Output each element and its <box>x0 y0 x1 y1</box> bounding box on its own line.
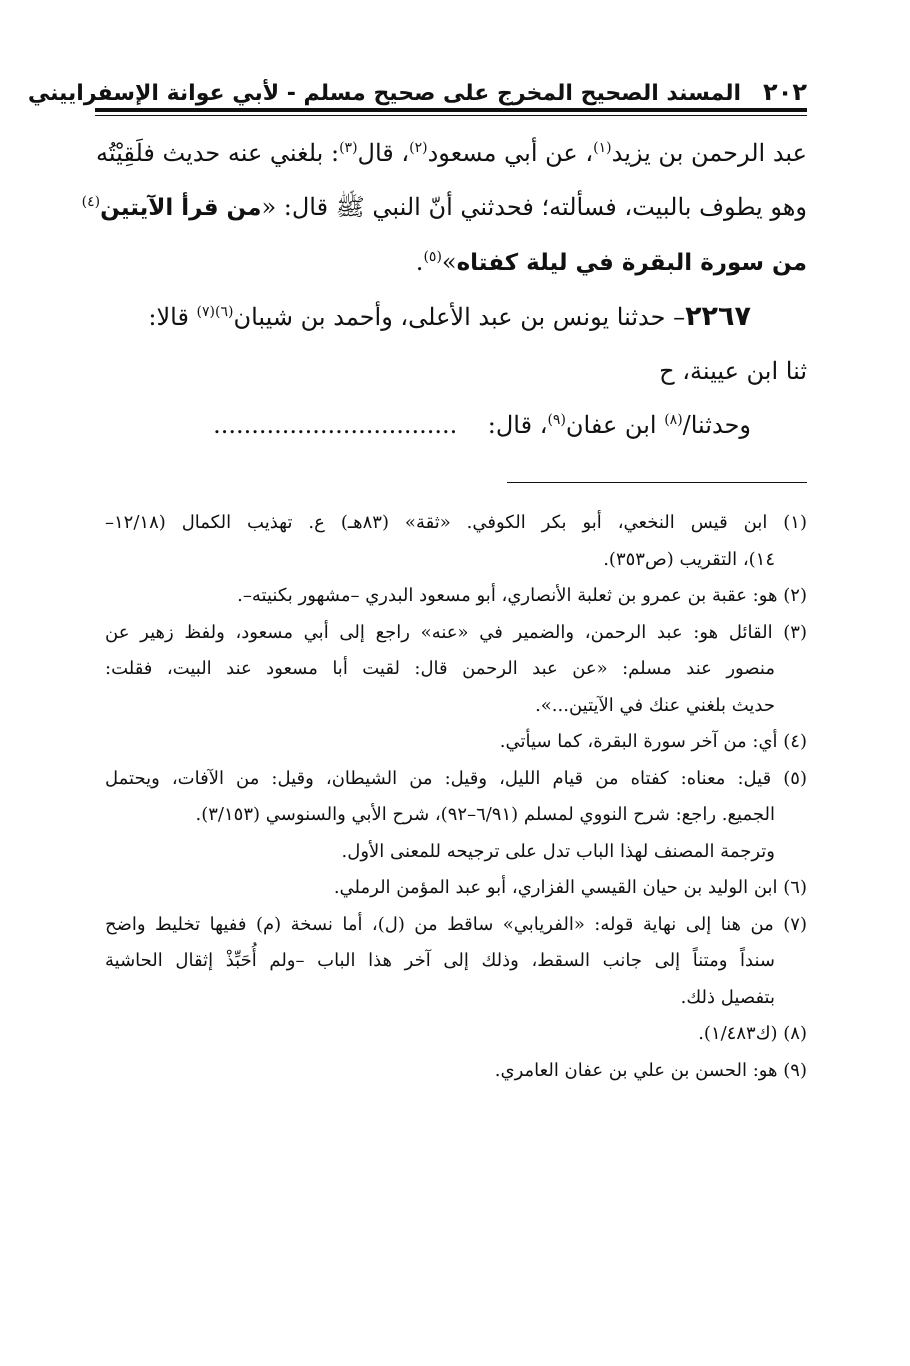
hadith-number: ٢٢٦٧ <box>685 301 751 332</box>
footnote-ref-2: (٢) <box>409 140 428 156</box>
footnote-2: (٢) هو: عقبة بن عمرو بن ثعلبة الأنصاري، أبو مسعود البدري –مشهور بكنيته–. <box>237 585 807 606</box>
text-line-1: عبد الرحمن بن يزيد$^{(١)}$، عن أبي مسعود$^{(٢)}$، قال$^{(٣)}$: بلغني عنه حديث فلَقِيْتُه <box>95 139 807 167</box>
footnote-ref-3: (٣) <box>339 140 358 156</box>
footnote-ref-1: (١) <box>593 140 612 156</box>
footnote-6: (٦) ابن الوليد بن حيان القيسي الفزاري، أبو عبد المؤمن الرملي. <box>333 877 807 898</box>
footnote-ref-6: (٦) <box>215 304 234 320</box>
hadith-quote-start: من قرأ الآيتين <box>100 195 262 221</box>
text-line-5: ثنا ابن عيينة، ح <box>659 357 807 385</box>
text-line-6: وحدثنا/$^{(٨)}$ ابن عفان$^{(٩)}$، قال: ................................ <box>213 411 751 439</box>
footnotes <box>105 505 807 1089</box>
running-title: المسند الصحيح المخرج على صحيح مسلم - لأبي عوانة الإسفراييني <box>27 81 742 106</box>
hadith-quote-end: من سورة البقرة في ليلة كفتاه <box>456 250 807 276</box>
footnote-ref-5: (٥) <box>423 249 442 265</box>
footnote-3: (٣) القائل هو: عبد الرحمن، والضمير في «عنه» راجع إلى أبي مسعود، ولفظ زهير عن منصور عند مسلم: «عن عبد الرحمن قال: لقيت أبا مسعود عند البيت، فقلت: حديث بلغني عنك في الآيتين...». <box>105 621 807 716</box>
footnote-separator <box>507 482 807 483</box>
footnote-1: (١) ابن قيس النخعي، أبو بكر الكوفي. «ثقة» (٨٣هـ) ع. تهذيب الكمال (١٢/١٨– ١٤)، التقريب (ص٣٥٣). <box>105 512 807 570</box>
footnote-ref-8: (٨) <box>664 412 683 428</box>
text-line-2: وهو يطوف بالبيت، فسألته؛ فحدثني أنّ النبي ﷺ قال: «من قرأ الآيتين$^{(٤)}$ <box>81 193 807 221</box>
footnote-ref-7: (٧) <box>196 304 216 320</box>
footnote-7: (٧) من هنا إلى نهاية قوله: «الفريابي» ساقط من (ل)، أما نسخة (م) ففيها تخليط واضح سنداً ومتناً إلى جانب السقط، وذلك إلى آخر هذا الباب –ولم أُحَبِّذْ إثقال الحاشية بتفصيل ذلك. <box>105 913 807 1008</box>
footnote-ref-9: (٩) <box>547 412 566 428</box>
footnote-8: (٨) (ك١/٤٨٣). <box>698 1023 807 1044</box>
running-header <box>27 60 807 106</box>
header-rule-thick <box>95 108 807 112</box>
main-text <box>81 126 807 452</box>
page-number: ٢٠٢ <box>763 78 807 106</box>
ellipsis-dots: ................................ <box>213 411 458 439</box>
footnote-4: (٤) أي: من آخر سورة البقرة، كما سيأتي. <box>499 731 807 752</box>
header-rule-thin <box>95 115 807 116</box>
text-line-4: ٢٢٦٧– حدثنا يونس بن عبد الأعلى، وأحمد بن شيبان$^{(٦)(٧)}$ قالا: <box>148 301 751 332</box>
footnote-ref-4: (٤) <box>81 194 101 210</box>
footnote-9: (٩) هو: الحسن بن علي بن عفان العامري. <box>494 1059 807 1081</box>
text-line-3: من سورة البقرة في ليلة كفتاه»$^{(٥)}$. <box>415 248 807 276</box>
footnote-5: (٥) قيل: معناه: كفتاه من قيام الليل، وقيل: من الشيطان، وقيل: من الآفات، ويحتمل الجميع. راجع: شرح النووي لمسلم (٦/٩١–٩٢)، شرح الأبي والسنوسي (٣/١٥٣). وترجمة المصنف لهذا الباب تدل على ترجيحه للمعنى الأول. <box>105 767 807 862</box>
